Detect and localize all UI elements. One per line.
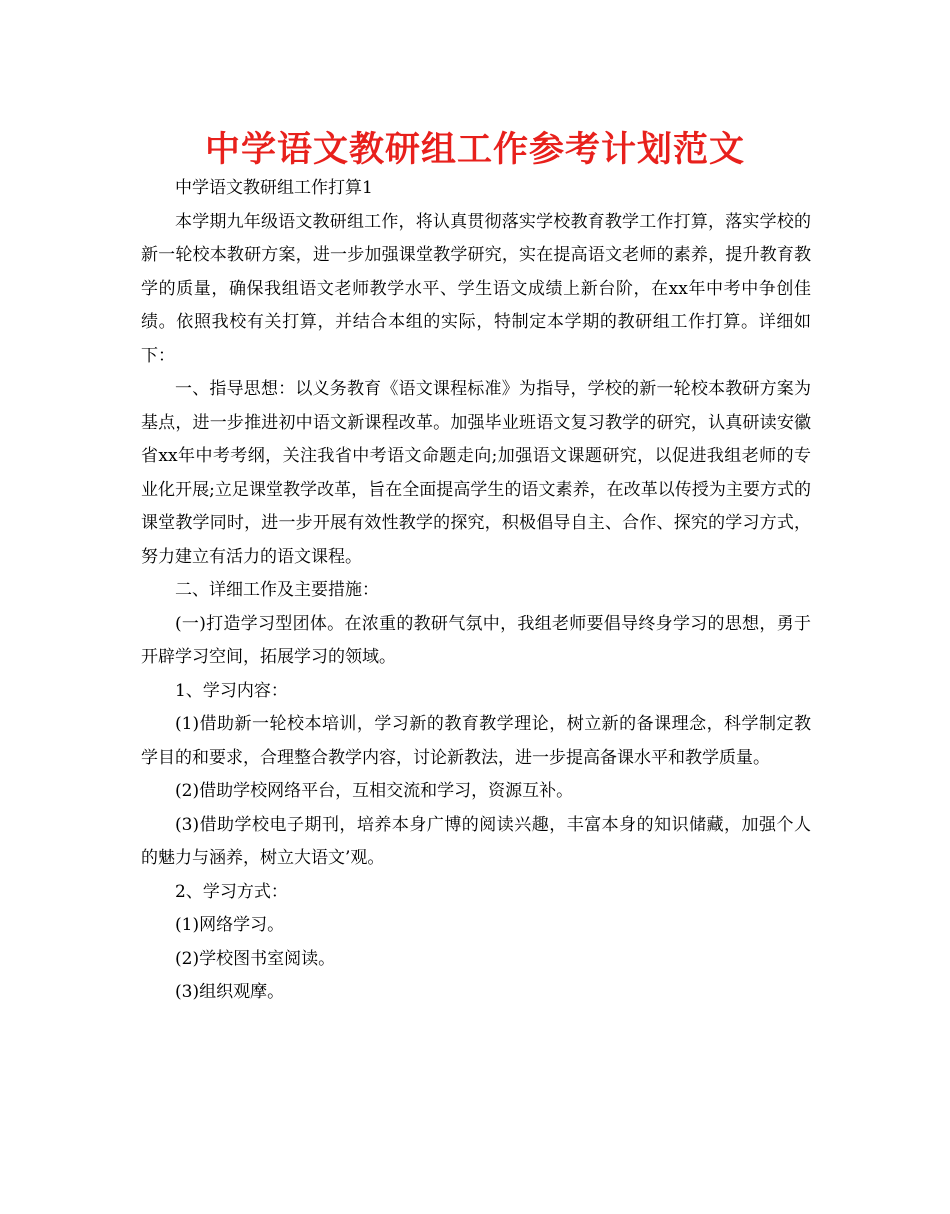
list-item: (1)借助新一轮校本培训，学习新的教育教学理论，树立新的备课理念，科学制定教学目的和要求，合理整合教学内容，讨论新教法，进一步提高备课水平和教学质量。 (141, 714, 811, 768)
guiding-ideology-paragraph: 一、指导思想：以义务教育《语文课程标准》为指导，学校的新一轮校本教研方案为基点，进一步推进初中语文新课程改革。加强毕业班语文复习教学的研究，认真研读安徽省xx年中考考纲，关注我省中考语文命题走向;加强语文课题研究，以促进我组老师的专业化开展;立足课堂教学改革，旨在全面提高学生的语文素养，在改革以传授为主要方式的课堂教学同时，进一步开展有效性教学的探究，积极倡导自主、合作、探究的学习方式，努力建立有活力的语文课程。 (141, 379, 811, 567)
list-item: (1)网络学习。 (175, 915, 285, 935)
intro-paragraph: 本学期九年级语文教研组工作，将认真贯彻落实学校教育教学工作打算，落实学校的新一轮校本教研方案，进一步加强课堂教学研究，实在提高语文老师的素养，提升教育教学的质量，确保我组语文老师教学水平、学生语文成绩上新台阶，在xx年中考中争创佳绩。依照我校有关打算，并结合本组的实际，特制定本学期的教研组工作打算。详细如下： (141, 211, 811, 366)
learning-content-heading: 1、学习内容： (175, 680, 288, 701)
document-title: 中学语文教研组工作参考计划范文 (204, 130, 745, 170)
learning-team-paragraph: (一)打造学习型团体。在浓重的教研气氛中，我组老师要倡导终身学习的思想，勇于开辟学习空间，拓展学习的领域。 (141, 613, 811, 667)
list-item: (2)学校图书室阅读。 (175, 948, 336, 969)
learning-method-heading: 2、学习方式： (175, 881, 288, 902)
subtitle-paragraph: 中学语文教研组工作打算1 (175, 178, 373, 198)
list-item: (2)借助学校网络平台，互相交流和学习，资源互补。 (175, 781, 574, 801)
section-heading-measures: 二、详细工作及主要措施： (175, 580, 379, 600)
list-item: (3)借助学校电子期刊，培养本身广博的阅读兴趣，丰富本身的知识储藏，加强个人的魅力与涵养，树立大语文’观。 (141, 814, 811, 868)
document-body (141, 172, 811, 1010)
list-item: (3)组织观摩。 (175, 982, 285, 1002)
